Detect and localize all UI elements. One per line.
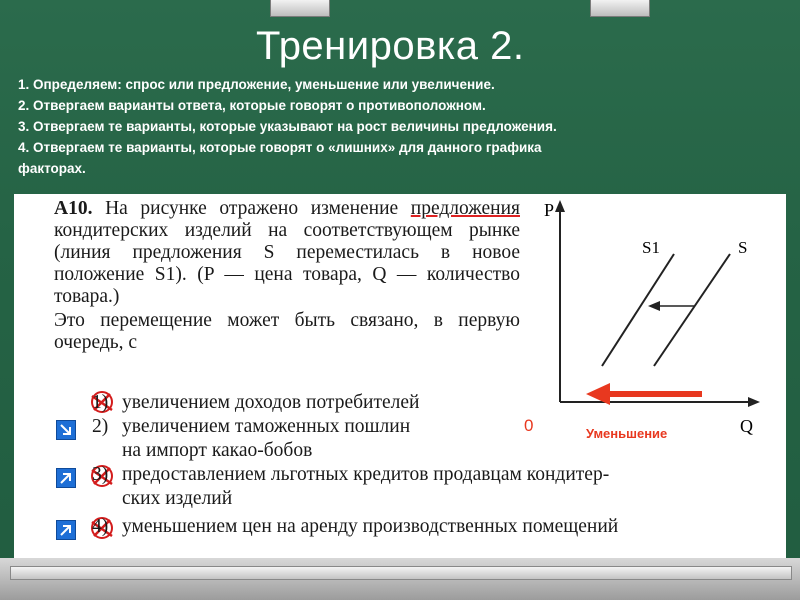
s-label: S	[738, 238, 748, 257]
answer-number: 1)	[92, 392, 109, 413]
task-question: Это перемещение может быть связано, в первую очередь, с	[54, 310, 520, 353]
answer-number: 4)	[92, 516, 109, 537]
board-clip	[590, 0, 650, 17]
task-text-after: кондитерских изделий на соответствующем рынке (линия предложения S переместилась в новое положение S1). (P — цена товара, Q — количество товара.)	[54, 220, 520, 307]
origin-label: 0	[524, 416, 534, 435]
instruction-line: 1. Определяем: спрос или предложение, уменьшение или увеличение.	[18, 77, 495, 92]
answer-text: предоставлением льготных кредитов продавцам кондитер-	[122, 464, 610, 485]
arrow-icon	[56, 520, 76, 540]
task-underlined-word: предложения	[410, 198, 520, 219]
instruction-line: 3. Отвергаем те варианты, которые указывают на рост величины предложения.	[18, 119, 557, 134]
shift-caption: Уменьшение	[586, 426, 668, 441]
answer-text: увеличением доходов потребителей	[122, 392, 420, 413]
task-sheet	[14, 194, 786, 558]
supply-graph	[524, 194, 774, 444]
task-number: А10.	[54, 198, 93, 219]
chalk-tray	[10, 566, 792, 580]
y-axis-arrow	[555, 200, 565, 212]
slide-title: Тренировка 2.	[256, 24, 525, 68]
answer-text: уменьшением цен на аренду производственных помещений	[122, 516, 619, 537]
board-clip	[270, 0, 330, 17]
task-text-before: На рисунке отражено изменение	[105, 198, 399, 219]
s-line	[654, 254, 730, 366]
shift-arrow-head	[648, 301, 660, 311]
answer-text: увеличением таможенных пошлин	[122, 416, 411, 437]
y-axis-label: P	[544, 200, 555, 220]
answer-number: 2)	[92, 416, 109, 437]
answer-text: ских изделий	[122, 488, 233, 509]
instruction-line: 2. Отвергаем варианты ответа, которые говорят о противоположном.	[18, 98, 486, 113]
x-axis-label: Q	[740, 416, 753, 436]
answer-number: 3)	[92, 464, 109, 485]
task-text	[54, 198, 520, 354]
instruction-line: 4. Отвергаем те варианты, которые говорят о «лишних» для данного графика	[18, 140, 542, 155]
instruction-line: факторах.	[18, 161, 86, 176]
answer-text: на импорт какао-бобов	[122, 440, 313, 461]
s1-label: S1	[642, 238, 660, 257]
arrow-icon	[56, 468, 76, 488]
arrow-icon	[56, 420, 76, 440]
instructions	[18, 74, 788, 179]
x-axis-arrow	[748, 397, 760, 407]
s1-line	[602, 254, 674, 366]
